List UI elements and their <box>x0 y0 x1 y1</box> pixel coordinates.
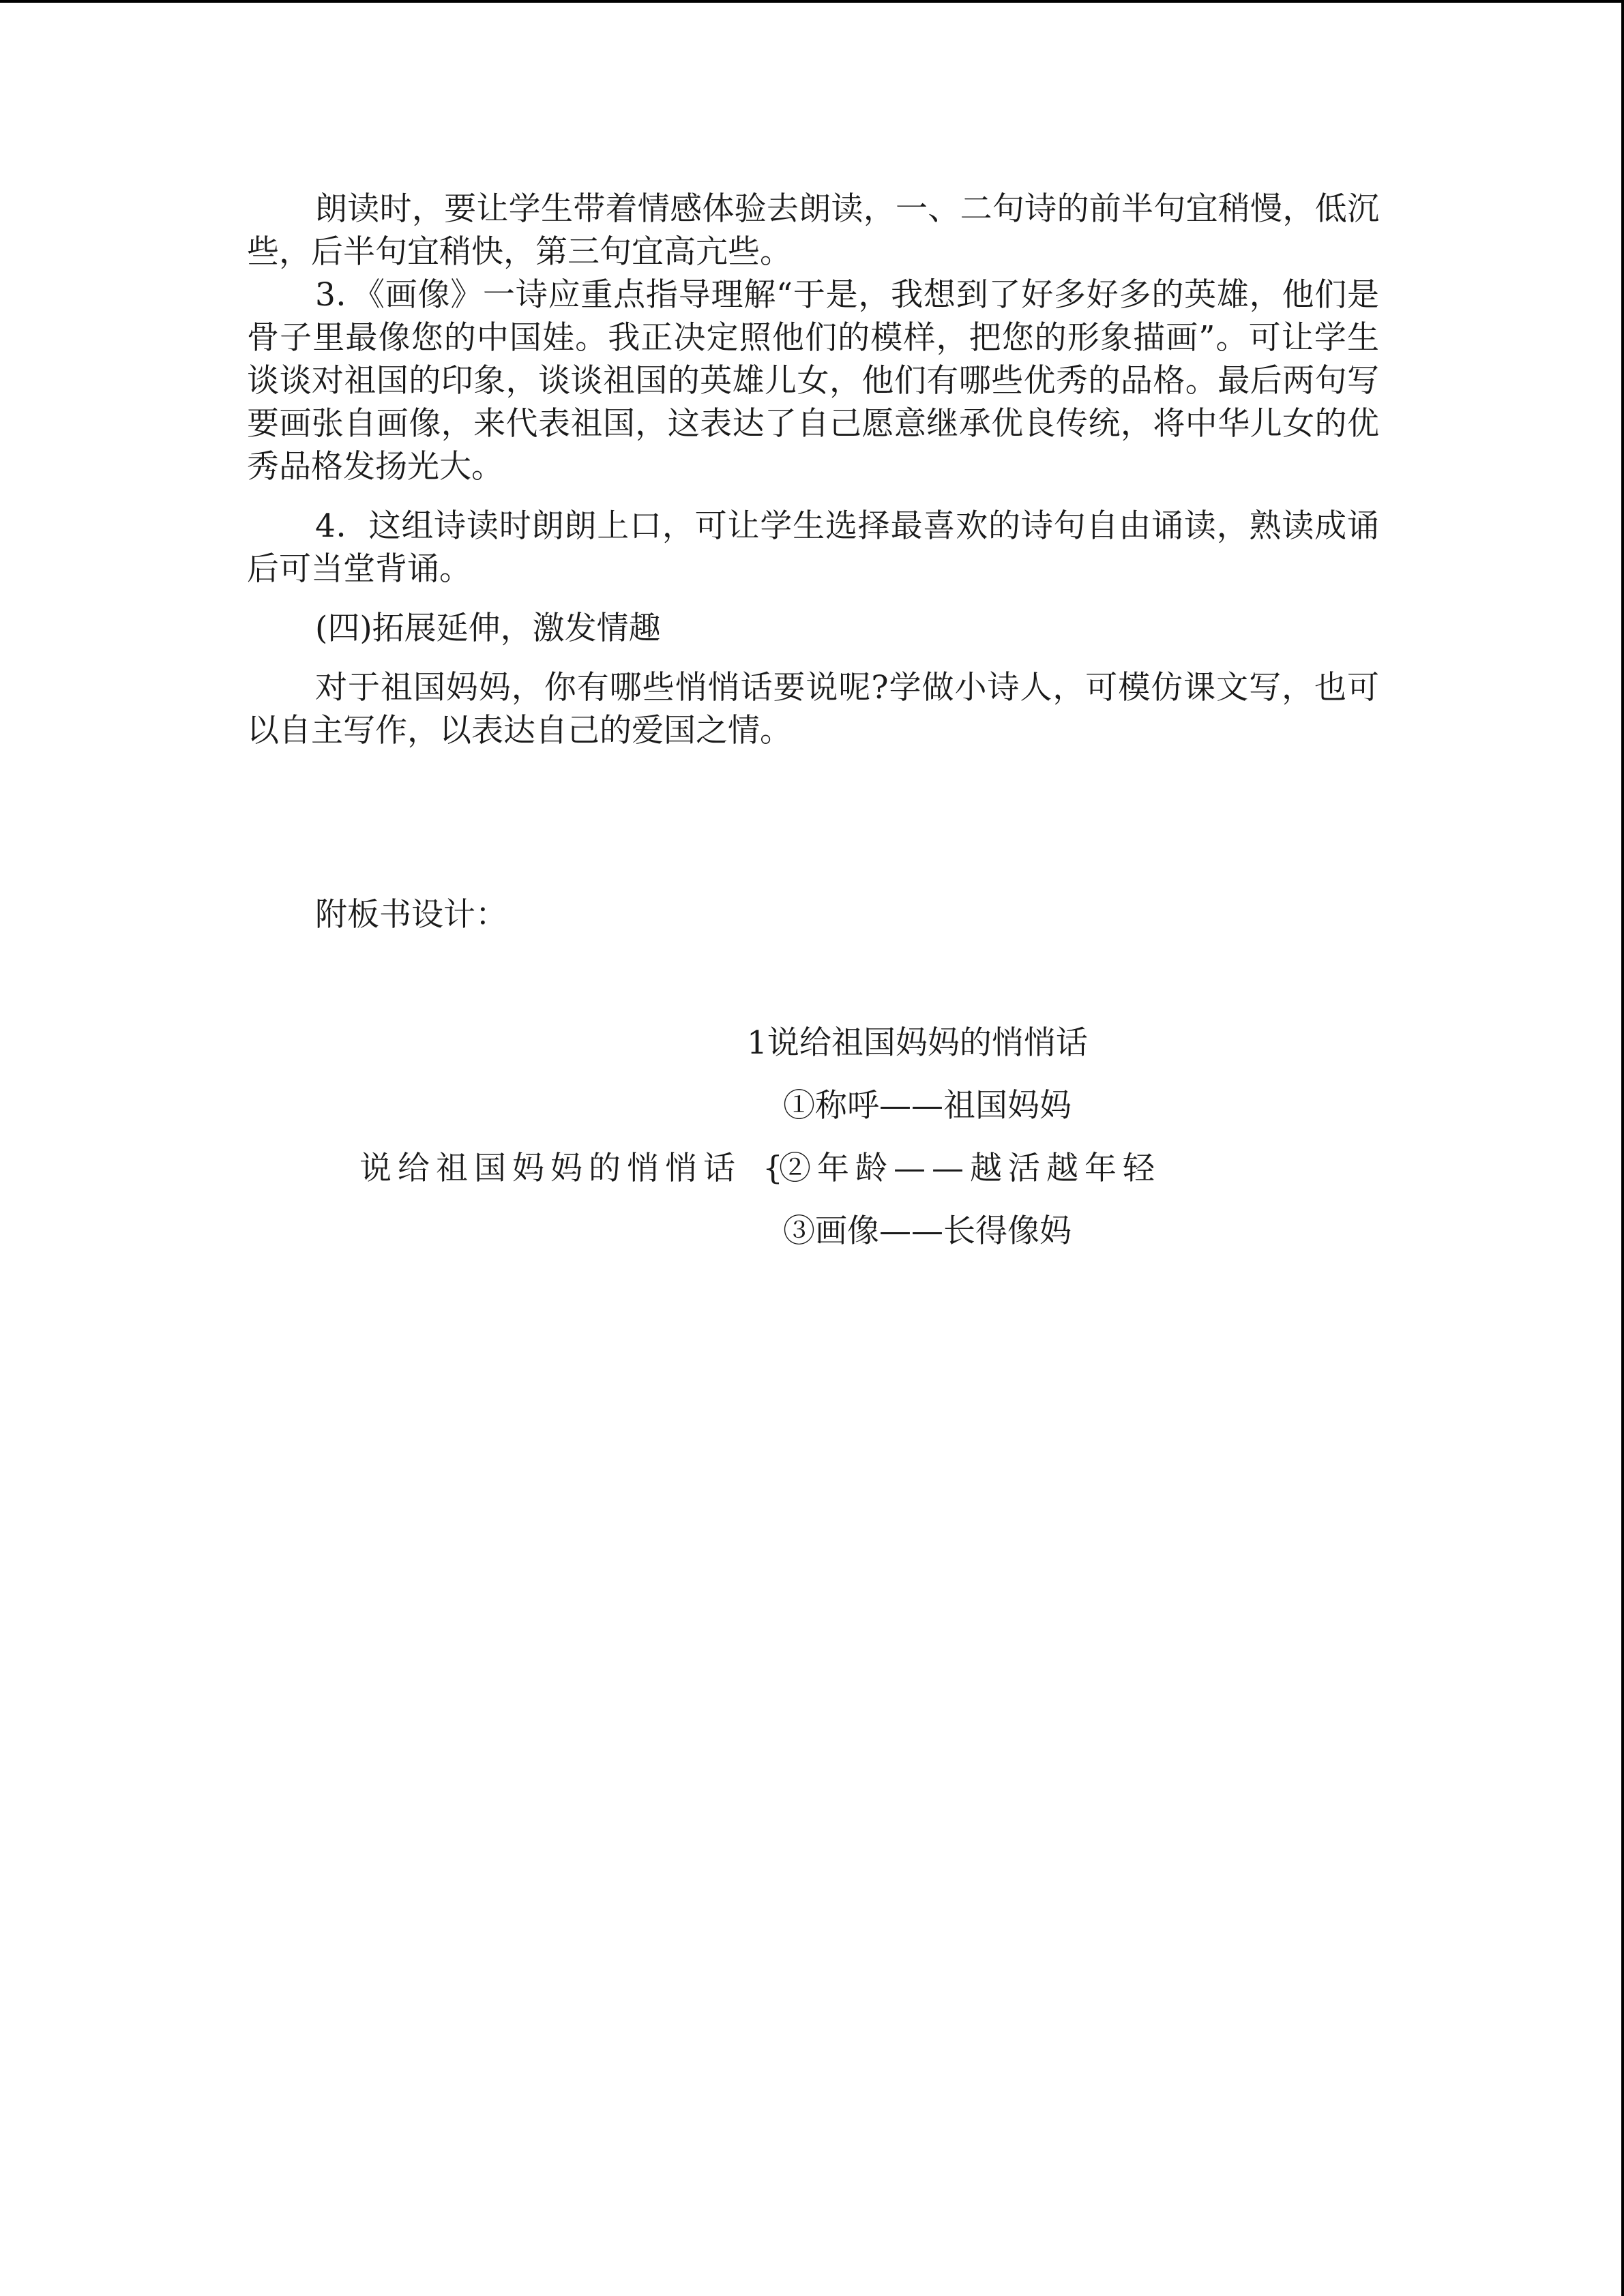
board-left-label: 说给祖国妈妈的悄悄话 <box>359 1150 741 1187</box>
board-brace: { <box>763 1150 783 1187</box>
board-item-age: ②年龄——越活越年轻 <box>779 1150 1161 1187</box>
paragraph-reading-guidance: 朗读时，要让学生带着情感体验去朗读，一、二句诗的前半句宜稍慢，低沉些，后半句宜稍快，第三句宜高亢些。 <box>247 190 1379 271</box>
section-heading-extension: (四)拓展延伸，激发情趣 <box>315 610 661 647</box>
board-main-title: 1说给祖国妈妈的悄悄话 <box>747 1024 1088 1062</box>
board-item-portrait: ③画像——长得像妈 <box>783 1212 1072 1250</box>
paragraph-writing-task: 对于祖国妈妈，你有哪些悄悄话要说呢?学做小诗人，可模仿课文写，也可以自主写作，以表达自己的爱国之情。 <box>247 669 1379 749</box>
paragraph-recitation: 4．这组诗读时朗朗上口，可让学生选择最喜欢的诗句自由诵读，熟读成诵后可当堂背诵。 <box>247 507 1379 588</box>
board-item-address: ①称呼——祖国妈妈 <box>783 1087 1072 1124</box>
paragraph-portrait-poem: 3．《画像》一诗应重点指导理解“于是，我想到了好多好多的英雄，他们是骨子里最像您的中国娃。我正决定照他们的模样，把您的形象描画”。可让学生谈谈对祖国的印象，谈谈祖国的英雄儿女，他们有哪些优秀的品格。最后两句写要画张自画像，来代表祖国，这表达了自己愿意继承优良传统，将中华儿女的优秀品格发扬光大。 <box>247 276 1379 486</box>
board-design-label: 附板书设计： <box>315 896 507 934</box>
